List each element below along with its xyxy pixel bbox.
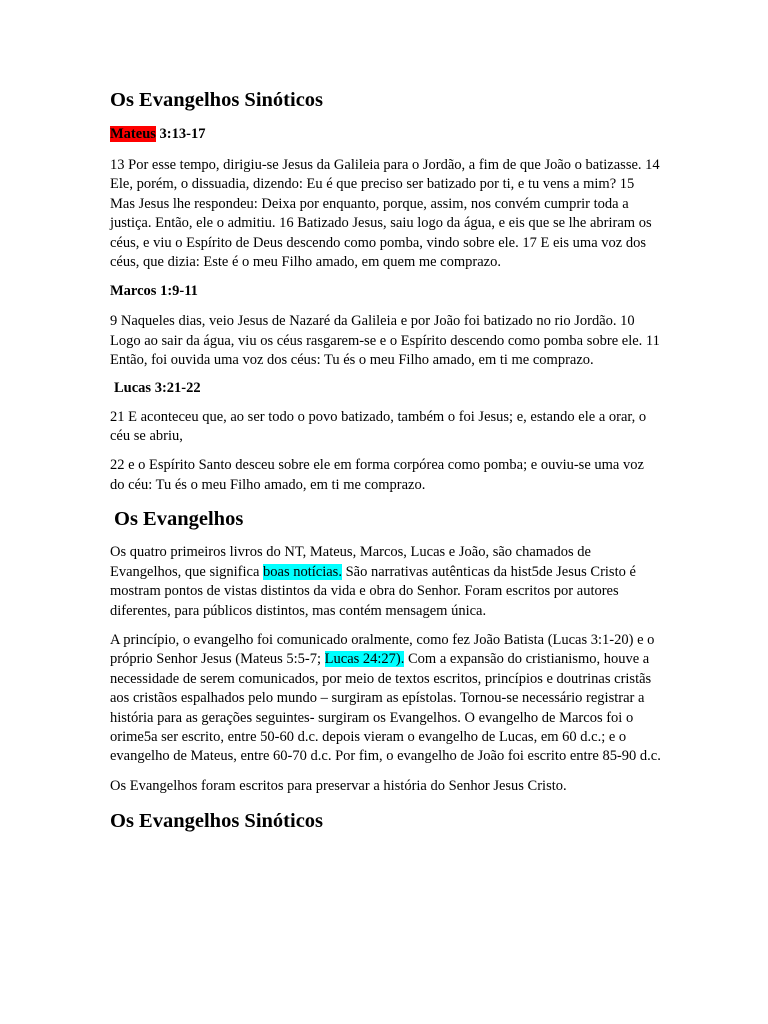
paragraph-lucas-22: 22 e o Espírito Santo desceu sobre ele em forma corpórea como pomba; e ouviu-se uma voz do céu: Tu és o meu Filho amado, em ti me comprazo. bbox=[110, 457, 644, 493]
heading-evangelhos: Os Evangelhos bbox=[114, 508, 244, 531]
paragraph-evangelhos-2 bbox=[110, 631, 662, 767]
ref-mateus-name: Mateus bbox=[110, 126, 156, 142]
paragraph-marcos: 9 Naqueles dias, veio Jesus de Nazaré da Galileia e por João foi batizado no rio Jordão. 10 Logo ao sair da água, viu os céus rasgarem-se e o Espírito descendo como pomba sobre ele. 11 Então, foi ouvida uma voz dos céus: Tu és o meu Filho amado, em ti me comprazo. bbox=[110, 313, 660, 369]
p1-text-b: São narrativas autênticas da hist5de Jesus Cristo é mostram pontos de vistas distintos da vida e obra do Senhor. Foram escritos por autores diferentes, para públicos distintos, mas contém mensagem única. bbox=[110, 563, 636, 619]
highlight-boas-noticias: boas notícias. bbox=[263, 563, 342, 580]
ref-mateus-verses: 3:13-17 bbox=[155, 126, 206, 142]
p2-text-a: A princípio, o evangelho foi comunicado oralmente, como fez João Batista (Lucas 3:1-20) e o próprio Senhor Jesus (Mateus 5:5-7; bbox=[110, 631, 655, 668]
paragraph-mateus: 13 Por esse tempo, dirigiu-se Jesus da Galileia para o Jordão, a fim de que João o batizasse. 14 Ele, porém, o dissuadia, dizendo: Eu é que preciso ser batizado por ti, e tu vens a mim? 15 Mas Jesus lhe respondeu: Deixa por enquanto, porque, assim, nos convém cumprir toda a justiça. Então, ele o admitiu. 16 Batizado Jesus, saiu logo da água, e eis que se lhe abriram os céus, e viu o Espírito de Deus descendo como pomba, vindo sobre ele. 17 E eis uma voz dos céus, que dizia: Este é o meu Filho amado, em quem me comprazo. bbox=[110, 157, 660, 271]
document-content bbox=[110, 88, 662, 833]
heading-sinoticos: Os Evangelhos Sinóticos bbox=[110, 89, 324, 111]
p2-text-b: Com a expansão do cristianismo, houve a necessidade de serem comunicados, por meio de textos escritos, princípios e doutrinas cristãs aos cristãos espalhados pelo mundo – surgiram as epístolas. Tornou-se necessário registrar a história para as gerações seguintes- surgiram os Evangelhos. O evangelho de Marcos foi o orime5a ser escrito, entre 50-60 d.c. depois vieram o evangelho de Lucas, em 60 d.c.; e o evangelho de Mateus, entre 60-70 d.c. Por fim, o evangelho de João foi escrito entre 85-90 d.c. bbox=[110, 651, 661, 765]
ref-lucas: Lucas 3:21-22 bbox=[114, 379, 201, 396]
paragraph-evangelhos-3: Os Evangelhos foram escritos para preservar a história do Senhor Jesus Cristo. bbox=[110, 777, 567, 794]
p1-text-a: Os quatro primeiros livros do NT, Mateus, Marcos, Lucas e João, são chamados de Evangelhos, que significa bbox=[110, 544, 591, 580]
paragraph-evangelhos-1 bbox=[110, 543, 662, 621]
ref-mateus bbox=[110, 125, 662, 144]
paragraph-lucas-21: 21 E aconteceu que, ao ser todo o povo batizado, também o foi Jesus; e, estando ele a orar, o céu se abriu, bbox=[110, 408, 647, 445]
ref-marcos: Marcos 1:9-11 bbox=[110, 283, 198, 300]
heading-sinoticos-footer: Os Evangelhos Sinóticos bbox=[110, 810, 324, 833]
highlight-lucas-24-27: Lucas 24:27). bbox=[324, 651, 405, 668]
